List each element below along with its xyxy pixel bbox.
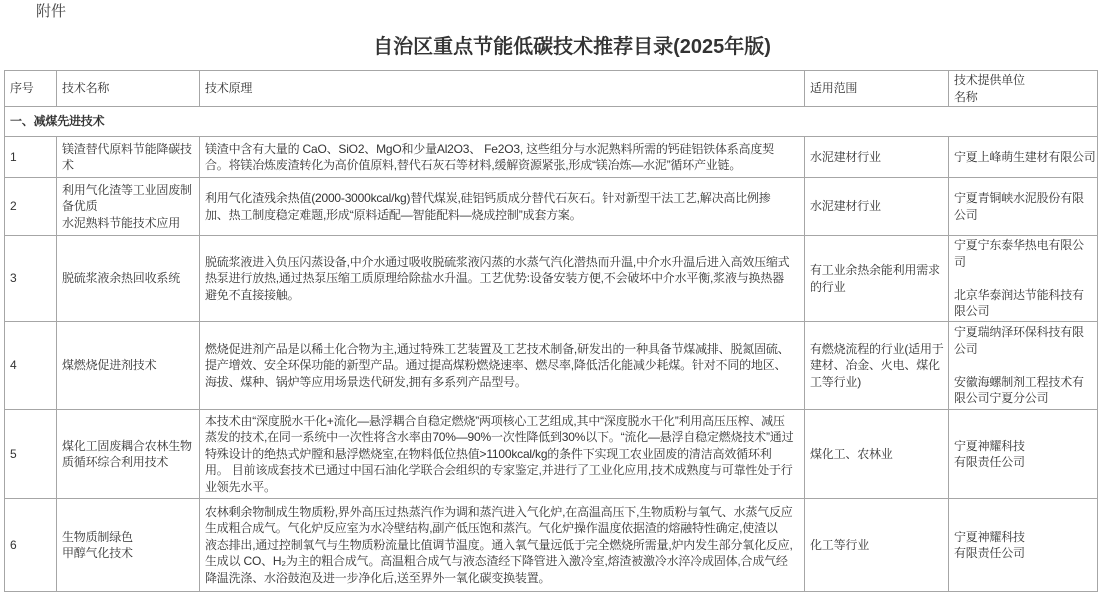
header-provider-line: 名称 <box>954 89 978 104</box>
cell-technology-name <box>57 137 200 178</box>
table-row <box>5 137 1098 178</box>
provider-name <box>954 438 1095 471</box>
technology-principle-line: 合。将镁冶炼废渣转化为高价值原料,替代石灰石等材料,缓解资源紧张,形成“镁冶炼—水泥”循环产业链。 <box>205 158 742 172</box>
cell-technology-name <box>57 236 200 322</box>
header-serial-number: 序号 <box>10 81 34 96</box>
technology-name-line: 术 <box>62 158 74 172</box>
technology-principle-line: 蒸发的技术,在同一系统中一次性将含水率由70%—90%一次性降低到30%以下。“流化—悬浮自稳定燃烧技术”通过 <box>205 430 794 445</box>
serial-number: 4 <box>10 358 17 373</box>
provider-name <box>954 237 1095 270</box>
provider-name-line: 限公司 <box>954 304 990 319</box>
cell-serial-number <box>5 410 57 499</box>
technology-principle-line: 海拔、煤种、锅炉等应用场景迭代研发,拥有多系列产品型号。 <box>205 374 527 389</box>
header-technology-name: 技术名称 <box>62 81 110 96</box>
technology-principle-line: 液态排出,通过控制氧气与生物质粉流量比值调节温度。通入氧气量远低于完全燃烧所需量,炉内发生部分氧化反应, <box>205 537 793 552</box>
technology-principle-line: 特殊设计的绝热式炉膛和悬浮燃烧室,在物料低位热值>1100kcal/kg的条件下实现工农业固废的清洁高效循环利 <box>205 446 772 461</box>
provider-name <box>954 324 1095 357</box>
cell-serial-number <box>5 499 57 592</box>
provider-name-line: 限公司宁夏分公司 <box>954 391 1049 406</box>
technology-principle-line: 农林剩余物制成生物质粉,界外高压过热蒸汽作为调和蒸汽进入气化炉,在高温高压下,生物质粉与氧气、水蒸气反应 <box>205 504 793 519</box>
technology-principle-line: 提产增效、安全环保功能的新型产品。通过提高煤粉燃烧速率、燃尽率,降低活化能减少耗煤。针对不同的地区、 <box>205 358 787 373</box>
technology-principle-line: 避免不直接接触。 <box>205 287 300 302</box>
technology-principle-line: 降温洗涤、水浴鼓泡及进一步净化后,送至界外一氧化碳变换装置。 <box>205 570 551 585</box>
technology-principle-line: 脱硫浆液进入负压闪蒸设备,中介水通过吸收脱硫浆液闪蒸的水蒸气汽化潜热而升温,中介水升温后进入高效压缩式 <box>205 254 790 269</box>
technology-name-line: 脱硫浆液余热回收系统 <box>62 271 181 286</box>
header-technology-principle: 技术原理 <box>205 81 253 96</box>
serial-number: 3 <box>10 271 17 286</box>
technology-name-line: 水泥熟料节能技术应用 <box>62 215 181 230</box>
application-scope-line: 煤化工、农林业 <box>810 446 893 461</box>
header-cell-serial-number <box>5 71 57 107</box>
technology-principle-line: 用。 目前该成套技术已通过中国石油化学联合会组织的专家鉴定,并进行了工业化应用,技术成熟度与可靠性处于行 <box>205 463 793 478</box>
cell-serial-number <box>5 322 57 410</box>
application-scope-line: 化工等行业 <box>810 537 870 552</box>
serial-number: 5 <box>10 446 17 461</box>
technology-name-line: 煤化工固废耦合农林生物 <box>62 438 192 453</box>
application-scope-line: 建材、冶金、火电、煤化 <box>810 358 940 373</box>
technology-name-line: 煤燃烧促进剂技术 <box>62 358 157 373</box>
provider-name <box>954 287 1095 320</box>
technology-name-line: 镁渣替代原料节能降碳技 <box>62 141 192 156</box>
technology-catalog-table <box>4 70 1098 592</box>
serial-number: 1 <box>10 149 17 164</box>
technology-principle-line: 业领先水平。 <box>205 479 276 494</box>
provider-name-line: 宁夏神耀科技 <box>954 529 1025 544</box>
header-application-scope: 适用范围 <box>810 81 858 96</box>
cell-technology-principle <box>200 322 805 410</box>
technology-principle-line: 利用气化渣残余热值(2000-3000kcal/kg)替代煤炭,硅铝钙质成分替代石灰石。针对新型干法工艺,解决高比例掺 <box>205 191 771 206</box>
provider-name <box>954 190 1095 223</box>
technology-name-line: 利用气化渣等工业固废制 <box>62 182 192 197</box>
application-scope-line: 的行业 <box>810 279 846 294</box>
provider-name-line: 安徽海螺制剂工程技术有 <box>954 374 1084 389</box>
cell-application-scope <box>805 236 949 322</box>
cell-application-scope <box>805 499 949 592</box>
cell-technology-principle <box>200 499 805 592</box>
provider-name-line: 宁夏青铜峡水泥股份有限 <box>954 191 1084 206</box>
provider-name-line: 宁夏神耀科技 <box>954 438 1025 453</box>
application-scope-line: 有燃烧流程的行业(适用于 <box>810 341 944 356</box>
technology-name-line: 质循环综合利用技术 <box>62 455 169 469</box>
provider-name-line: 宁夏上峰萌生建材有限公司 <box>954 149 1096 164</box>
serial-number: 6 <box>10 537 17 552</box>
provider-name-line: 宁夏瑞纳泽环保科技有限 <box>954 325 1084 340</box>
header-cell-technology-name <box>57 71 200 107</box>
technology-name-line: 甲醇气化技术 <box>62 546 133 560</box>
attachment-label: 附件 <box>36 3 67 20</box>
cell-technology-name <box>57 499 200 592</box>
application-scope-line: 工等行业) <box>810 374 861 389</box>
cell-technology-principle <box>200 178 805 236</box>
cell-technology-name <box>57 178 200 236</box>
cell-provider <box>949 322 1098 410</box>
header-cell-application-scope <box>805 71 949 107</box>
table-row <box>5 178 1098 236</box>
cell-provider <box>949 236 1098 322</box>
provider-name <box>954 374 1095 407</box>
cell-provider <box>949 410 1098 499</box>
cell-technology-principle <box>200 236 805 322</box>
section-heading-cell <box>5 107 1098 137</box>
cell-provider <box>949 137 1098 178</box>
header-cell-technology-principle <box>200 71 805 107</box>
section-row <box>5 107 1098 137</box>
cell-technology-principle <box>200 410 805 499</box>
serial-number: 2 <box>10 199 17 214</box>
provider-name-line: 宁夏宁东泰华热电有限公 <box>954 238 1084 253</box>
section-heading: 一、减煤先进技术 <box>10 114 105 129</box>
cell-provider <box>949 499 1098 592</box>
provider-name-line: 有限责任公司 <box>954 455 1025 469</box>
table-row <box>5 236 1098 322</box>
cell-technology-name <box>57 410 200 499</box>
provider-name-line: 公司 <box>954 341 978 356</box>
cell-technology-principle <box>200 137 805 178</box>
technology-principle-line: 燃烧促进剂产品是以稀土化合物为主,通过特殊工艺装置及工艺技术制备,研发出的一种具备节煤减排、脱氮固硫、 <box>205 341 790 356</box>
table-row <box>5 410 1098 499</box>
provider-name-line: 有限责任公司 <box>954 546 1025 560</box>
table-row <box>5 499 1098 592</box>
cell-application-scope <box>805 178 949 236</box>
application-scope-line: 有工业余热余能利用需求 <box>810 263 940 278</box>
technology-principle-line: 热泵进行放热,通过热泵压缩工质原理给除盐水升温。工艺优势:设备安装方便,不会破坏中介水平衡,浆液与换热器 <box>205 271 784 286</box>
cell-technology-name <box>57 322 200 410</box>
provider-name-line: 北京华泰润达节能科技有 <box>954 287 1084 302</box>
provider-name-line: 司 <box>954 254 966 269</box>
provider-name <box>954 149 1095 165</box>
cell-serial-number <box>5 236 57 322</box>
provider-name <box>954 529 1095 562</box>
technology-principle-line: 本技术由“深度脱水干化+流化—悬浮耦合自稳定燃烧”两项核心工艺组成,其中“深度脱水干化”利用高压压榨、减压 <box>205 413 785 428</box>
header-cell-provider <box>949 71 1098 107</box>
cell-serial-number <box>5 178 57 236</box>
cell-application-scope <box>805 137 949 178</box>
technology-principle-line: 镁渣中含有大量的 CaO、SiO2、MgO和少量Al2O3、 Fe2O3, 这些组分与水泥熟料所需的钙硅铝铁体系高度契 <box>205 141 774 156</box>
cell-provider <box>949 178 1098 236</box>
application-scope-line: 水泥建材行业 <box>810 199 881 214</box>
technology-principle-line: 生成粗合成气。气化炉反应室为水冷壁结构,副产低压饱和蒸汽。气化炉操作温度依据渣的熔融特性确定,使渣以 <box>205 521 778 536</box>
technology-name-line: 生物质制绿色 <box>62 529 133 544</box>
technology-name-line: 备优质 <box>62 199 98 214</box>
document-title: 自治区重点节能低碳技术推荐目录(2025年版) <box>373 36 771 58</box>
table-row <box>5 322 1098 410</box>
header-provider-line: 技术提供单位 <box>954 73 1025 88</box>
cell-application-scope <box>805 322 949 410</box>
provider-name-line: 公司 <box>954 207 978 222</box>
technology-principle-line: 加、热工制度稳定难题,形成“原料适配—智能配料—烧成控制”成套方案。 <box>205 207 582 222</box>
table-header-row <box>5 71 1098 107</box>
application-scope-line: 水泥建材行业 <box>810 149 881 164</box>
cell-application-scope <box>805 410 949 499</box>
technology-principle-line: 生成以 CO、H₂为主的粗合成气。高温粗合成气与液态渣经下降管进入激冷室,熔渣被激冷水淬冷成固体,合成气经 <box>205 554 788 569</box>
cell-serial-number <box>5 137 57 178</box>
